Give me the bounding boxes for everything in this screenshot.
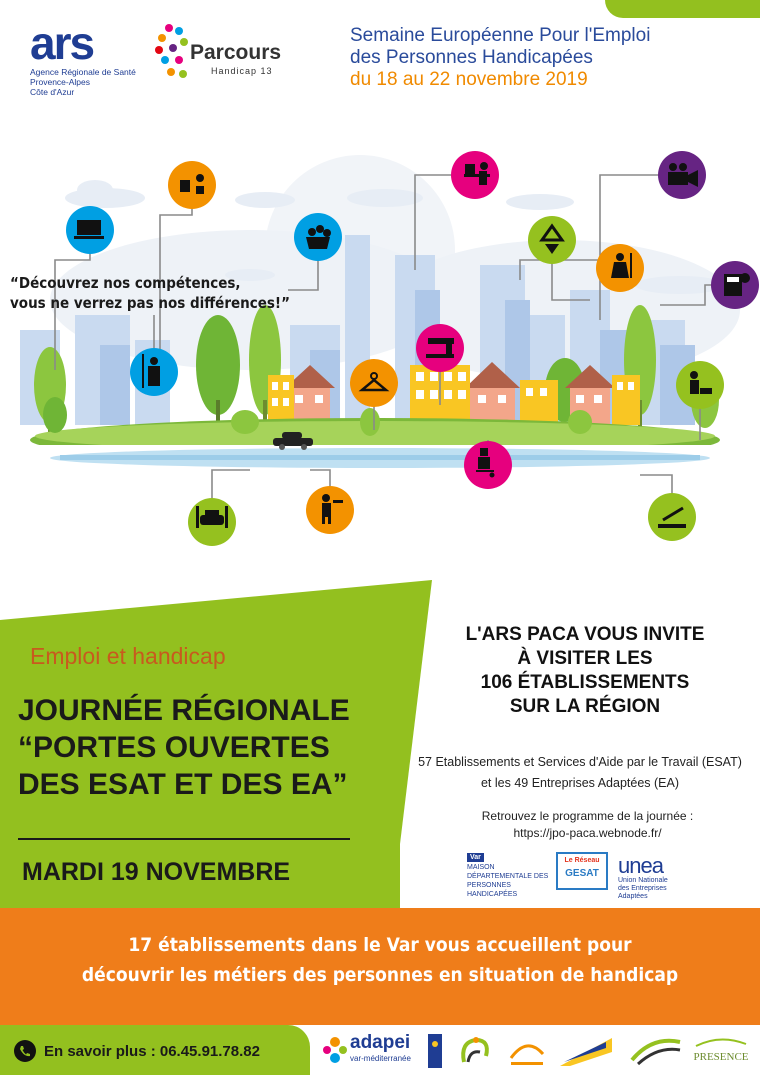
banner-text: [0, 930, 760, 990]
ars-org-line: Provence-Alpes: [30, 77, 91, 87]
invite-line: L'ARS PACA VOUS INVITE: [465, 624, 705, 645]
esat-line: et les 49 Entreprises Adaptées (EA): [480, 776, 680, 790]
mdph-badge: Var: [467, 853, 484, 862]
mdph-line: DÉPARTEMENTALE DES: [467, 873, 549, 880]
event-title-line: DES ESAT ET DES EA”: [18, 768, 348, 801]
program-label: Retrouvez le programme de la journée :: [481, 809, 694, 823]
presence-wordmark: PRESENCE: [693, 1051, 749, 1063]
slogan-quote: [10, 273, 310, 313]
unea-logo: [618, 853, 688, 900]
welding-icon: [648, 493, 696, 541]
mdph-line: MAISON: [467, 864, 495, 871]
unea-wordmark: unea: [618, 853, 663, 878]
computer-icon: [66, 206, 114, 254]
mdph-line: PERSONNES: [467, 882, 511, 889]
slogan-line: vous ne verrez pas nos différences!”: [10, 294, 290, 312]
ars-org-line: Agence Régionale de Santé: [30, 67, 136, 77]
unea-line: des Entreprises Adaptées: [618, 885, 667, 900]
adapei-figure-icon: [320, 1030, 350, 1070]
var-department-logo: [426, 1032, 444, 1070]
invite-line: 106 ÉTABLISSEMENTS: [480, 672, 690, 693]
adapei-logo: [320, 1030, 416, 1072]
event-dates: du 18 au 22 novembre 2019: [350, 69, 588, 90]
cleaning-tools-icon: [168, 161, 216, 209]
corner-decoration: [605, 0, 760, 18]
presence-logo: [690, 1032, 752, 1070]
event-title-line1: Semaine Européenne Pour l'Emploi: [350, 25, 651, 46]
invite-line: À VISITER LES: [517, 648, 653, 669]
invite-heading: [425, 623, 745, 719]
essor-logo: [628, 1032, 684, 1070]
recycling-icon: [528, 216, 576, 264]
adapei-wordmark: adapei: [350, 1032, 411, 1053]
banner-line: découvrir les métiers des personnes en situation de handicap: [81, 964, 679, 986]
gardening-basket-icon: [294, 213, 342, 261]
construction-worker-icon: [676, 361, 724, 409]
colored-dots-icon: [155, 22, 191, 82]
city-illustration: [0, 140, 760, 580]
adapei-sub: var-méditerranée: [350, 1054, 411, 1063]
event-title-line2: des Personnes Handicapées: [350, 47, 593, 68]
gardener-icon: [130, 348, 178, 396]
office-worker-icon: [451, 151, 499, 199]
invite-line: SUR LA RÉGION: [509, 696, 661, 717]
event-title-line: JOURNÉE RÉGIONALE: [18, 694, 350, 727]
phone-icon: [14, 1040, 36, 1062]
hanger-icon: [350, 359, 398, 407]
esat-line: 57 Etablissements et Services d'Aide par le Travail (ESAT): [418, 755, 742, 769]
event-title: [18, 692, 378, 803]
accounting-icon: [711, 261, 759, 309]
parcel-delivery-icon: [464, 441, 512, 489]
partner-esat-logo: [556, 1032, 616, 1070]
parcours-handicap-logo: [155, 22, 295, 92]
partner-swirl-logo: [456, 1032, 496, 1070]
video-camera-icon: [658, 151, 706, 199]
slogan-line: “Découvrez nos compétences,: [10, 274, 241, 292]
ars-logo-wordmark: ars: [30, 17, 94, 69]
parcours-subtitle: Handicap 13: [211, 66, 273, 76]
divider: [18, 838, 350, 840]
cleaner-icon: [596, 244, 644, 292]
banner-line: 17 établissements dans le Var vous accueillent pour: [128, 934, 632, 956]
event-header: [350, 25, 750, 91]
phone-contact[interactable]: En savoir plus : 06.45.91.78.82: [44, 1043, 260, 1060]
reseau-gesat-logo: [556, 852, 608, 890]
waiter-icon: [306, 486, 354, 534]
esat-description: [400, 752, 760, 794]
program-link[interactable]: https://jpo-paca.webnode.fr/: [513, 826, 662, 840]
car-wash-icon: [188, 498, 236, 546]
parcours-title: Parcours: [190, 41, 282, 64]
event-kicker: Emploi et handicap: [30, 643, 226, 669]
event-title-line: “PORTES OUVERTES: [18, 731, 330, 764]
program-info: [420, 808, 755, 842]
event-date: MARDI 19 NOVEMBRE: [22, 858, 291, 886]
partner-association-logo: [505, 1032, 549, 1070]
gesat-line: GESAT: [565, 868, 599, 879]
unea-line: Union Nationale: [618, 877, 668, 884]
ars-logo: [30, 17, 140, 100]
mdph-line: HANDICAPÉES: [467, 891, 518, 898]
mdph-var-logo: [467, 853, 557, 903]
sewing-machine-icon: [416, 324, 464, 372]
ars-org-line: Côte d'Azur: [30, 87, 75, 97]
gesat-line: Le Réseau: [564, 857, 600, 864]
